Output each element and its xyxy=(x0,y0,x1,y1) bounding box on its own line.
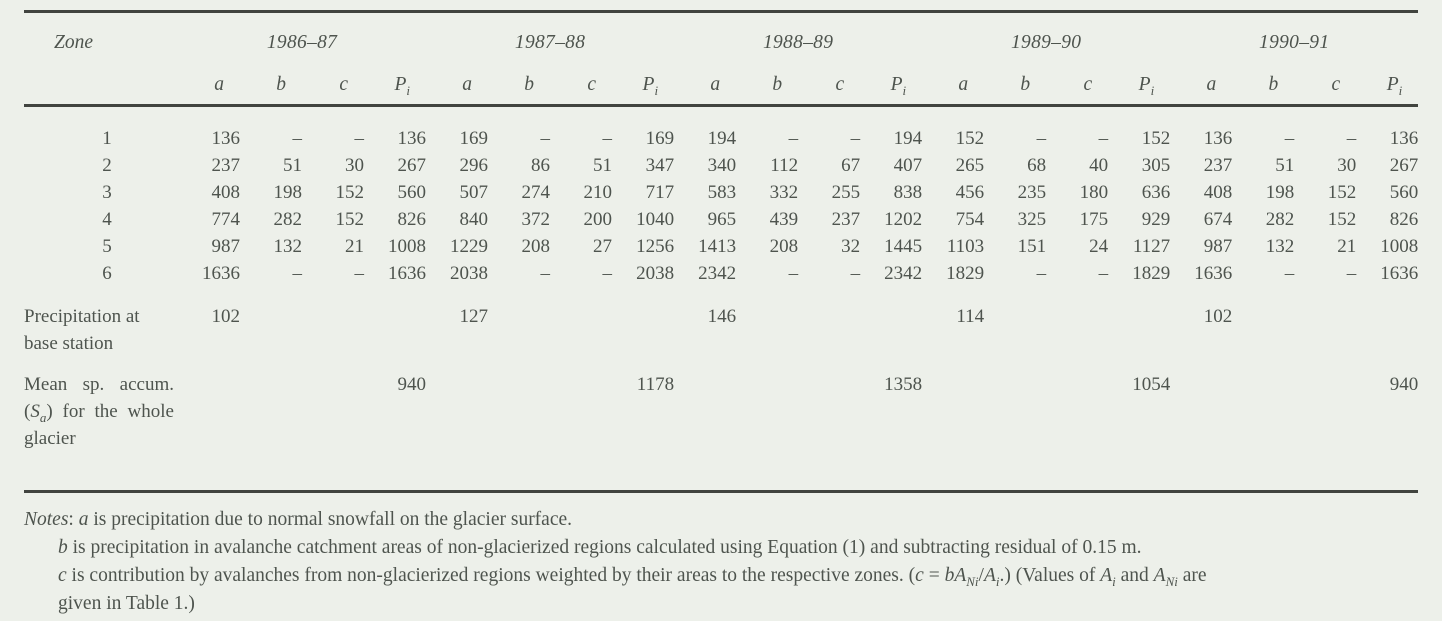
sub-column-header: c xyxy=(550,64,612,106)
value-cell: 2342 xyxy=(884,262,923,284)
summary-label-line: base station xyxy=(24,333,114,354)
empty-cell xyxy=(922,371,1108,452)
value-cell: 1636 xyxy=(202,262,240,284)
summary-label-line: glacier xyxy=(24,428,76,449)
note-line: given in Table 1.) xyxy=(58,593,195,614)
summary-value: 940 xyxy=(1389,374,1419,395)
value-cell: – xyxy=(1036,127,1047,149)
year-group-header: 1986–87 xyxy=(266,31,338,53)
value-cell: 1829 xyxy=(1132,262,1171,284)
value-cell: 717 xyxy=(645,181,675,203)
value-cell: 1636 xyxy=(1194,262,1233,284)
value-cell: 51 xyxy=(593,154,613,176)
value-cell: – xyxy=(788,262,799,284)
value-cell: 21 xyxy=(345,235,364,257)
value-cell: 151 xyxy=(1017,235,1047,257)
value-cell: 2342 xyxy=(698,262,737,284)
value-cell: – xyxy=(788,127,799,149)
sub-column-header: b xyxy=(1232,64,1294,106)
summary-value: 127 xyxy=(459,306,489,327)
value-cell: 507 xyxy=(459,181,489,203)
value-cell: 152 xyxy=(335,208,364,230)
spacer-row xyxy=(24,357,1418,371)
value-cell: 439 xyxy=(769,208,799,230)
value-cell: 296 xyxy=(459,154,489,176)
table-notes xyxy=(24,506,1418,618)
value-cell: 774 xyxy=(211,208,240,230)
summary-label-line: Precipitation at xyxy=(24,306,140,327)
note-line: b is precipitation in avalanche catchment areas of non-glacierized regions calculated using Equation (1) and subtracting residual of 0.15 m. xyxy=(58,537,1142,558)
precipitation-table xyxy=(24,10,1418,493)
value-cell: 274 xyxy=(521,181,551,203)
value-cell: 838 xyxy=(893,181,923,203)
zone-number: 3 xyxy=(102,181,112,203)
value-cell: – xyxy=(354,262,364,284)
zone-column-header: Zone xyxy=(54,31,93,53)
value-cell: 1445 xyxy=(884,235,923,257)
value-cell: 235 xyxy=(1017,181,1047,203)
value-cell: 372 xyxy=(521,208,551,230)
empty-cell xyxy=(1170,371,1356,452)
summary-value: 102 xyxy=(1203,306,1233,327)
value-cell: 1103 xyxy=(946,235,985,257)
empty-cell xyxy=(736,303,922,357)
value-cell: – xyxy=(1346,262,1357,284)
value-cell: 208 xyxy=(521,235,551,257)
value-cell: 2038 xyxy=(450,262,489,284)
sub-column-header: b xyxy=(736,64,798,106)
sub-column-header: b xyxy=(488,64,550,106)
value-cell: 32 xyxy=(841,235,861,257)
value-cell: 965 xyxy=(707,208,737,230)
value-cell: 408 xyxy=(211,181,240,203)
year-group-header: 1988–89 xyxy=(762,31,834,53)
value-cell: – xyxy=(1346,127,1357,149)
value-cell: 30 xyxy=(345,154,364,176)
value-cell: 30 xyxy=(1337,154,1357,176)
spacer-row xyxy=(24,106,1418,126)
zone-number: 1 xyxy=(102,127,112,149)
table-row xyxy=(24,152,1418,179)
sub-column-header: c xyxy=(1294,64,1356,106)
table-body xyxy=(24,106,1418,492)
value-cell: 51 xyxy=(283,154,302,176)
value-cell: – xyxy=(1036,262,1047,284)
value-cell: 583 xyxy=(707,181,737,203)
value-cell: 840 xyxy=(459,208,489,230)
value-cell: – xyxy=(1284,262,1295,284)
value-cell: 560 xyxy=(1389,181,1419,203)
value-cell: 636 xyxy=(1141,181,1171,203)
value-cell: 1008 xyxy=(388,235,427,257)
table-row xyxy=(24,233,1418,260)
value-cell: 987 xyxy=(1203,235,1233,257)
value-cell: 136 xyxy=(211,127,240,149)
value-cell: 1229 xyxy=(450,235,489,257)
value-cell: – xyxy=(1098,262,1109,284)
value-cell: – xyxy=(1098,127,1109,149)
table-row xyxy=(24,125,1418,152)
empty-cell xyxy=(1232,303,1418,357)
sub-column-header: $P_i$ xyxy=(364,64,426,106)
value-cell: – xyxy=(602,262,613,284)
value-cell: 152 xyxy=(335,181,364,203)
spacer-row xyxy=(24,452,1418,492)
value-cell: 347 xyxy=(645,154,675,176)
value-cell: 282 xyxy=(1265,208,1295,230)
value-cell: 136 xyxy=(1203,127,1233,149)
value-cell: 929 xyxy=(1141,208,1171,230)
summary-label xyxy=(24,303,178,357)
value-cell: – xyxy=(540,127,551,149)
sub-column-header: b xyxy=(984,64,1046,106)
value-cell: 237 xyxy=(1203,154,1233,176)
summary-row xyxy=(24,371,1418,452)
value-cell: 198 xyxy=(1265,181,1295,203)
value-cell: 332 xyxy=(769,181,799,203)
value-cell: 1202 xyxy=(884,208,923,230)
sub-column-header: a xyxy=(426,64,488,106)
value-cell: 340 xyxy=(707,154,737,176)
empty-cell xyxy=(426,371,612,452)
value-cell: 152 xyxy=(1327,208,1357,230)
summary-value: 146 xyxy=(707,306,737,327)
value-cell: – xyxy=(850,127,861,149)
value-cell: 325 xyxy=(1017,208,1047,230)
sub-column-header: $P_i$ xyxy=(1108,64,1170,106)
zone-number: 4 xyxy=(102,208,112,230)
value-cell: 152 xyxy=(955,127,985,149)
value-cell: 40 xyxy=(1089,154,1109,176)
year-group-header: 1990–91 xyxy=(1259,31,1330,53)
value-cell: 1008 xyxy=(1380,235,1419,257)
table-row xyxy=(24,179,1418,206)
sub-column-header: a xyxy=(674,64,736,106)
value-cell: 21 xyxy=(1337,235,1357,257)
year-group-header: 1989–90 xyxy=(1010,31,1082,53)
sub-column-header: a xyxy=(178,64,240,106)
value-cell: 282 xyxy=(273,208,302,230)
summary-value: 940 xyxy=(397,374,427,395)
sub-column-header: $P_i$ xyxy=(1356,64,1418,106)
value-cell: 560 xyxy=(397,181,427,203)
value-cell: 200 xyxy=(583,208,613,230)
value-cell: 674 xyxy=(1203,208,1233,230)
summary-label xyxy=(24,371,178,452)
value-cell: 112 xyxy=(770,154,799,176)
value-cell: 51 xyxy=(1275,154,1295,176)
value-cell: 208 xyxy=(769,235,799,257)
summary-value: 1054 xyxy=(1132,374,1171,395)
value-cell: – xyxy=(850,262,861,284)
sub-column-header: c xyxy=(798,64,860,106)
value-cell: 67 xyxy=(841,154,861,176)
table-head xyxy=(24,12,1418,106)
value-cell: 210 xyxy=(583,181,613,203)
value-cell: 826 xyxy=(1389,208,1419,230)
value-cell: 24 xyxy=(1089,235,1109,257)
summary-label-line: $(S_a)$ for the whole xyxy=(24,401,174,425)
value-cell: 27 xyxy=(593,235,613,257)
empty-cell xyxy=(488,303,674,357)
sub-column-header: a xyxy=(1170,64,1232,106)
value-cell: 169 xyxy=(459,127,489,149)
value-cell: 407 xyxy=(893,154,923,176)
value-cell: 136 xyxy=(397,127,427,149)
empty-cell xyxy=(674,371,860,452)
value-cell: 754 xyxy=(955,208,985,230)
value-cell: 1636 xyxy=(1380,262,1419,284)
sub-column-header: a xyxy=(922,64,984,106)
zone-number: 6 xyxy=(102,262,112,284)
table-row xyxy=(24,260,1418,287)
table-row xyxy=(24,206,1418,233)
value-cell: 237 xyxy=(831,208,861,230)
empty-cell xyxy=(240,303,426,357)
value-cell: 169 xyxy=(645,127,675,149)
value-cell: 152 xyxy=(1141,127,1171,149)
value-cell: 255 xyxy=(831,181,861,203)
summary-value: 1358 xyxy=(884,374,923,395)
value-cell: 408 xyxy=(1203,181,1233,203)
value-cell: 1413 xyxy=(698,235,737,257)
value-cell: 1040 xyxy=(636,208,675,230)
value-cell: 2038 xyxy=(636,262,675,284)
value-cell: 826 xyxy=(397,208,427,230)
value-cell: 194 xyxy=(707,127,737,149)
value-cell: – xyxy=(540,262,551,284)
value-cell: 237 xyxy=(211,154,240,176)
summary-value: 1178 xyxy=(636,374,675,395)
value-cell: 267 xyxy=(397,154,427,176)
value-cell: – xyxy=(354,127,364,149)
value-cell: 267 xyxy=(1389,154,1419,176)
value-cell: 68 xyxy=(1027,154,1047,176)
zone-number: 5 xyxy=(102,235,112,257)
value-cell: – xyxy=(1284,127,1295,149)
value-cell: 265 xyxy=(955,154,985,176)
value-cell: 1829 xyxy=(946,262,985,284)
value-cell: 194 xyxy=(893,127,923,149)
summary-label-line: Mean sp. accum. xyxy=(24,374,174,395)
value-cell: 152 xyxy=(1327,181,1357,203)
sub-column-header: $P_i$ xyxy=(860,64,922,106)
value-cell: 132 xyxy=(1265,235,1295,257)
value-cell: – xyxy=(292,127,302,149)
note-line: Notes: a is precipitation due to normal snowfall on the glacier surface. xyxy=(24,509,573,530)
year-group-header: 1987–88 xyxy=(514,31,586,53)
value-cell: 180 xyxy=(1079,181,1109,203)
value-cell: 175 xyxy=(1079,208,1109,230)
sub-column-header: $P_i$ xyxy=(612,64,674,106)
sub-column-header: c xyxy=(1046,64,1108,106)
empty-cell xyxy=(178,371,364,452)
sub-column-header: c xyxy=(302,64,364,106)
value-cell: 198 xyxy=(273,181,302,203)
empty-cell xyxy=(984,303,1170,357)
summary-row xyxy=(24,303,1418,357)
value-cell: 1127 xyxy=(1132,235,1171,257)
spacer-row xyxy=(24,287,1418,303)
value-cell: 305 xyxy=(1141,154,1171,176)
value-cell: – xyxy=(602,127,613,149)
zone-number: 2 xyxy=(102,154,112,176)
value-cell: 1636 xyxy=(388,262,427,284)
value-cell: 1256 xyxy=(636,235,675,257)
note-line: c is contribution by avalanches from non-glacierized regions weighted by their areas to the respective zones. $(c = bA_{Ni}/A_i.)$ (Values of $A_i$ and $A_{Ni}$ are xyxy=(58,565,1207,589)
sub-column-header: b xyxy=(240,64,302,106)
value-cell: 86 xyxy=(531,154,551,176)
value-cell: – xyxy=(292,262,302,284)
value-cell: 456 xyxy=(955,181,985,203)
summary-value: 102 xyxy=(211,306,240,327)
empty-header-cell xyxy=(24,64,178,106)
value-cell: 136 xyxy=(1389,127,1419,149)
value-cell: 132 xyxy=(273,235,302,257)
value-cell: 987 xyxy=(211,235,240,257)
summary-value: 114 xyxy=(956,306,985,327)
